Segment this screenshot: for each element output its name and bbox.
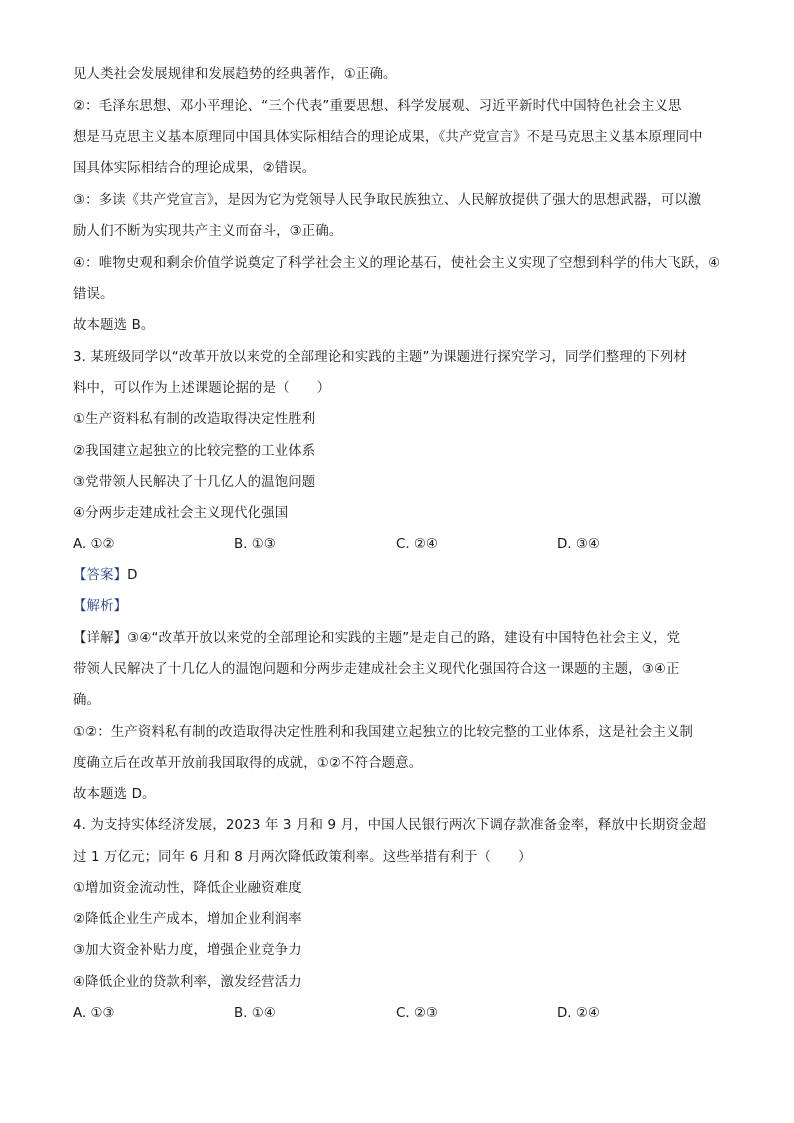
analysis-tag: 【解析】 <box>73 599 128 614</box>
text-line: 故本题选 D。 <box>73 787 156 802</box>
text-line: 想是马克思主义基本原理同中国具体实际相结合的理论成果，《共产党宣言》不是马克思主义基本原理同中 <box>73 130 703 145</box>
question-4-option-c: C. ②③ <box>396 1006 438 1021</box>
question-3-item: ①生产资料私有制的改造取得决定性胜利 <box>73 412 316 427</box>
text-line: 确。 <box>73 693 101 708</box>
detail-line <box>73 630 680 648</box>
question-3-item: ④分两步走建成社会主义现代化强国 <box>73 506 289 521</box>
question-3-item: ②我国建立起独立的比较完整的工业体系 <box>73 444 316 459</box>
question-3-stem: 3. 某班级同学以“改革开放以来党的全部理论和实践的主题”为课题进行探究学习，同学们整理的下列材 <box>73 350 687 365</box>
answer-line <box>73 567 138 585</box>
text-line: 带领人民解决了十几亿人的温饱问题和分两步走建成社会主义现代化强国符合这一课题的主题，③④正 <box>73 662 680 677</box>
question-4-option-d: D. ②④ <box>557 1006 600 1021</box>
question-3-option-b: B. ①③ <box>234 537 276 552</box>
text-line: ①②：生产资料私有制的改造取得决定性胜利和我国建立起独立的比较完整的工业体系，这是社会主义制 <box>73 725 694 740</box>
question-3-option-a: A. ①② <box>73 537 115 552</box>
question-3-option-d: D. ③④ <box>557 537 600 552</box>
question-4-item: ③加大资金补贴力度，增强企业竞争力 <box>73 943 302 958</box>
text-line: 励人们不断为实现共产主义而奋斗，③正确。 <box>73 224 343 239</box>
question-4-option-b: B. ①④ <box>234 1006 276 1021</box>
question-3-option-c: C. ②④ <box>396 537 438 552</box>
question-4-item: ④降低企业的贷款利率，激发经营活力 <box>73 975 302 990</box>
answer-tag: 【答案】 <box>73 568 128 583</box>
answer-value: D <box>127 568 138 583</box>
question-3-stem: 料中，可以作为上述课题论据的是（ ） <box>73 381 331 396</box>
text-line: 故本题选 B。 <box>73 318 155 333</box>
question-4-stem: 4. 为支持实体经济发展，2023 年 3 月和 9 月，中国人民银行两次下调存款准备金率，释放中长期资金超 <box>73 818 707 833</box>
text-line: 错误。 <box>73 287 114 302</box>
question-4-option-a: A. ①③ <box>73 1006 115 1021</box>
text-line: ④：唯物史观和剩余价值学说奠定了科学社会主义的理论基石，使社会主义实现了空想到科学的伟大飞跃，④ <box>73 256 721 271</box>
text-line: 度确立后在改革开放前我国取得的成就，①②不符合题意。 <box>73 756 423 771</box>
question-4-item: ①增加资金流动性，降低企业融资难度 <box>73 881 302 896</box>
detail-tag: 【详解】 <box>73 631 128 646</box>
detail-text: ③④“改革开放以来党的全部理论和实践的主题”是走自己的路，建设有中国特色社会主义，党 <box>127 631 681 646</box>
text-line: ③：多读《共产党宣言》，是因为它为党领导人民争取民族独立、人民解放提供了强大的思想武器，可以激 <box>73 193 702 208</box>
text-line: ②：毛泽东思想、邓小平理论、“三个代表”重要思想、科学发展观、习近平新时代中国特色社会主义思 <box>73 99 682 114</box>
text-line: 见人类社会发展规律和发展趋势的经典著作，①正确。 <box>73 67 397 82</box>
question-4-stem: 过 1 万亿元；同年 6 月和 8 月两次降低政策利率。这些举措有利于（ ） <box>73 850 532 865</box>
analysis-line <box>73 598 127 616</box>
question-3-item: ③党带领人民解决了十几亿人的温饱问题 <box>73 475 316 490</box>
question-4-item: ②降低企业生产成本，增加企业利润率 <box>73 912 302 927</box>
text-line: 国具体实际相结合的理论成果，②错误。 <box>73 161 316 176</box>
